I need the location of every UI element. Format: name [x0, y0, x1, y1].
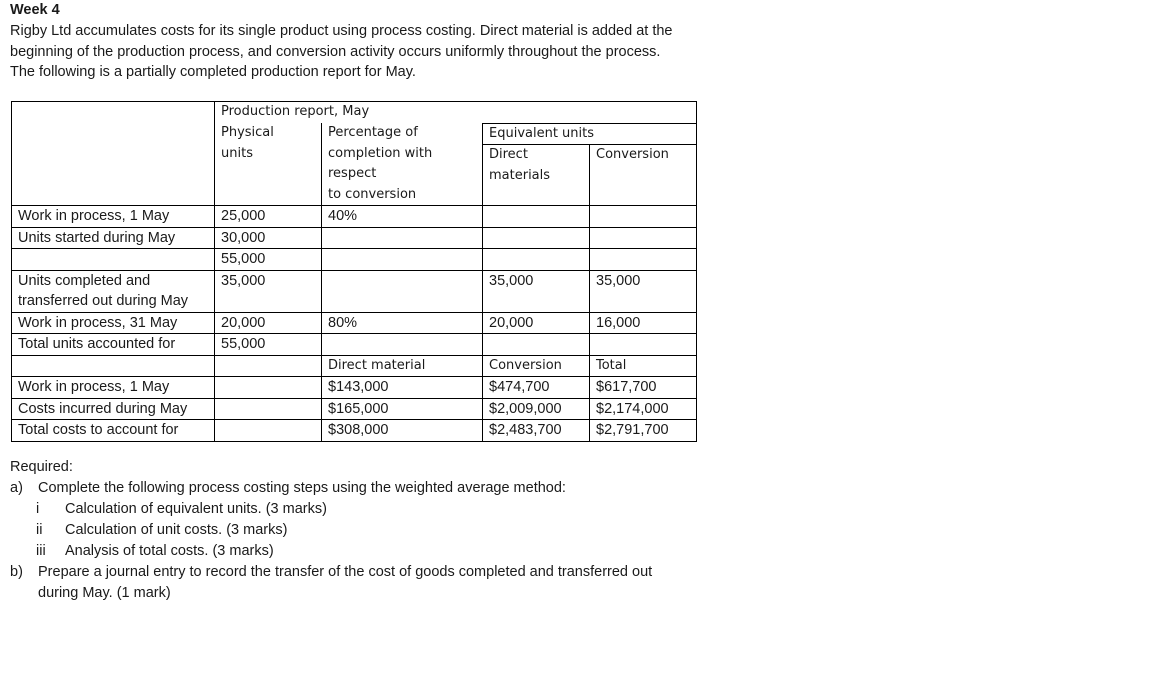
item-number: iii: [36, 543, 46, 559]
col-physical-line: units: [221, 145, 253, 161]
intro-paragraph: [10, 21, 710, 83]
row-label: Units started during May: [12, 227, 215, 249]
col-conversion-header: Conversion: [590, 145, 697, 206]
physical-units: 55,000: [215, 334, 322, 356]
intro-line: beginning of the production process, and conversion activity occurs uniformly throughout the process.: [10, 43, 661, 60]
col-percentage-line: completion with: [328, 145, 433, 161]
physical-units: 25,000: [215, 206, 322, 228]
table-row: [12, 355, 697, 377]
equiv-direct: 35,000: [483, 270, 590, 312]
row-label: Work in process, 1 May: [12, 377, 215, 399]
cost-conversion: $474,700: [483, 377, 590, 399]
cost-dm: $308,000: [322, 420, 483, 442]
col-physical-header: [215, 123, 322, 206]
col-equivalent-header: Equivalent units: [483, 123, 697, 145]
item-number: i: [36, 501, 40, 517]
report-title: Production report, May: [215, 102, 697, 124]
heading: Week 4: [10, 2, 60, 18]
table-row: [12, 334, 697, 356]
cost-total: $2,791,700: [590, 420, 697, 442]
col-percentage-line: to conversion: [328, 186, 417, 202]
row-label: Total units accounted for: [12, 334, 215, 356]
required-title: Required:: [10, 459, 73, 475]
col-direct-line: Direct: [489, 147, 528, 162]
item-number: ii: [36, 522, 43, 538]
table-row: [12, 227, 697, 249]
equiv-conversion: 16,000: [590, 312, 697, 334]
equiv-direct: 20,000: [483, 312, 590, 334]
col-direct-line: materials: [489, 167, 551, 183]
cost-conversion: $2,009,000: [483, 398, 590, 420]
row-label-line: Units completed and: [18, 272, 151, 289]
part-a-label: a): [10, 480, 23, 496]
percentage: 80%: [322, 312, 483, 334]
item-text: Analysis of total costs. (3 marks): [65, 543, 274, 559]
row-label: Work in process, 31 May: [12, 312, 215, 334]
cost-dm: $165,000: [322, 398, 483, 420]
table-row: [12, 249, 697, 271]
item-text: Calculation of equivalent units. (3 marks): [65, 501, 327, 517]
col-percentage-line: Percentage of: [328, 125, 418, 140]
row-label: Costs incurred during May: [12, 398, 215, 420]
table-row: [12, 206, 697, 228]
intro-line: Rigby Ltd accumulates costs for its single product using process costing. Direct material is added at the: [10, 23, 673, 39]
col-percentage-header: [322, 123, 483, 206]
physical-units: 30,000: [215, 227, 322, 249]
physical-units: 35,000: [215, 270, 322, 312]
table-row: [12, 377, 697, 399]
cost-header-conversion: Conversion: [483, 355, 590, 377]
required-section: [10, 457, 710, 604]
percentage: 40%: [322, 206, 483, 228]
equiv-conversion: 35,000: [590, 270, 697, 312]
cost-header-dm: Direct material: [322, 355, 483, 377]
production-report-table: [11, 101, 697, 442]
part-b-text: during May. (1 mark): [38, 585, 171, 601]
table-row: [12, 312, 697, 334]
row-label: Total costs to account for: [12, 420, 215, 442]
cost-dm: $143,000: [322, 377, 483, 399]
row-label-line: transferred out during May: [18, 293, 189, 309]
physical-units: 20,000: [215, 312, 322, 334]
physical-units: 55,000: [215, 249, 322, 271]
table-row: [12, 270, 697, 312]
item-text: Calculation of unit costs. (3 marks): [65, 522, 288, 538]
table-row: [12, 398, 697, 420]
part-b-label: b): [10, 564, 23, 580]
cost-header-total: Total: [590, 355, 697, 377]
part-b-text: Prepare a journal entry to record the transfer of the cost of goods completed and transferred out: [38, 564, 653, 580]
table-row: [12, 420, 697, 442]
row-label: Work in process, 1 May: [12, 206, 215, 228]
row-label: [12, 270, 215, 312]
header-blank-cell: [12, 102, 215, 206]
col-direct-header: [483, 145, 590, 206]
cost-conversion: $2,483,700: [483, 420, 590, 442]
col-percentage-line: respect: [328, 166, 377, 181]
col-physical-line: Physical: [221, 125, 274, 140]
part-a-text: Complete the following process costing steps using the weighted average method:: [38, 480, 566, 496]
cost-total: $2,174,000: [590, 398, 697, 420]
cost-total: $617,700: [590, 377, 697, 399]
intro-line: The following is a partially completed production report for May.: [10, 64, 416, 80]
